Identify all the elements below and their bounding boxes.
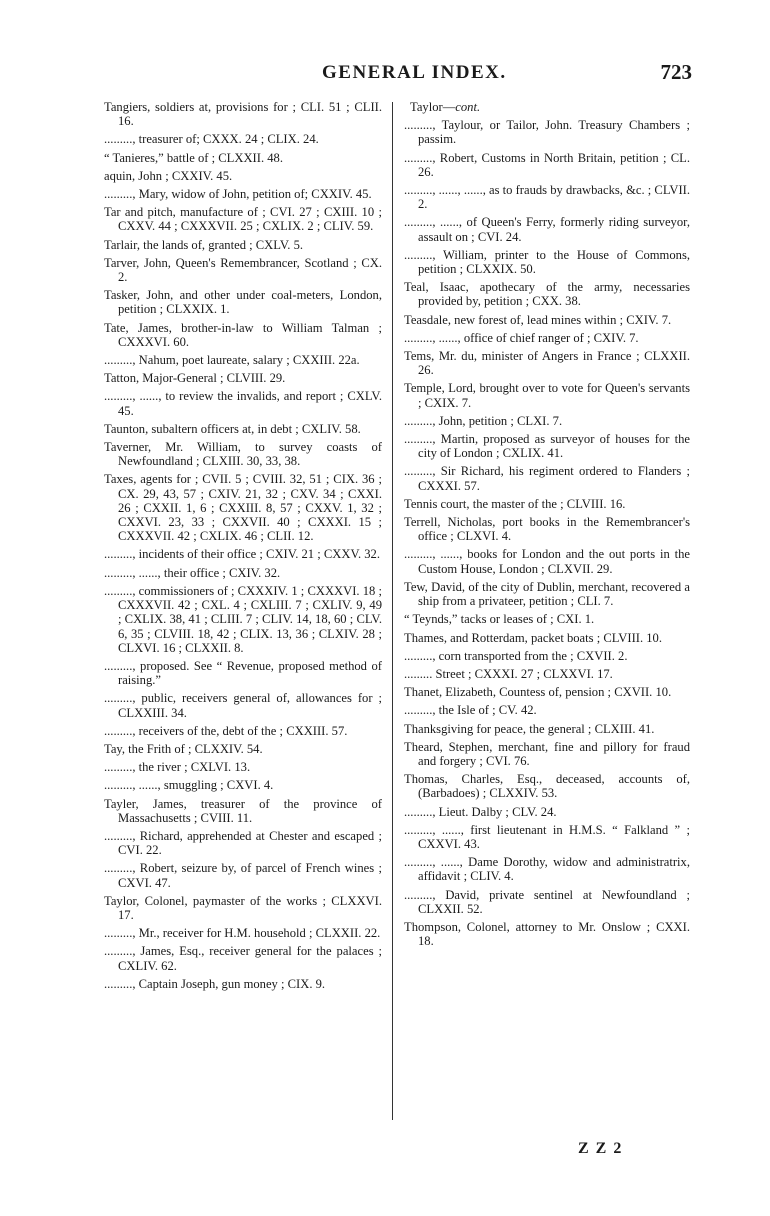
index-entry: Thanksgiving for peace, the general ; CLXIII. 41. — [404, 721, 655, 736]
index-entry: ........., Lieut. Dalby ; CLV. 24. — [404, 804, 557, 819]
right-index-column — [404, 100, 690, 952]
index-entry: Theard, Stephen, merchant, fine and pillory for fraud and forgery ; CVI. 76. — [404, 739, 690, 768]
index-entry: ........., Sir Richard, his regiment ordered to Flanders ; CXXXI. 57. — [404, 464, 690, 493]
index-entry: ........., James, Esq., receiver general for the palaces ; CXLIV. 62. — [104, 944, 382, 973]
signature-mark: ZZ2 — [578, 1140, 629, 1157]
index-entry: ........., ......, Dame Dorothy, widow and administratrix, affidavit ; CLIV. 4. — [404, 855, 690, 884]
index-entry: ........., Taylour, or Tailor, John. Treasury Chambers ; passim. — [404, 118, 690, 147]
index-entry: ........., William, printer to the House of Commons, petition ; CLXXIX. 50. — [404, 247, 690, 277]
index-entry: ........., ......, first lieutenant in H.M.S. “ Falkland ” ; CXXVI. 43. — [404, 822, 690, 851]
index-entry: Taylor, Colonel, paymaster of the works ; CLXXVI. 17. — [104, 893, 382, 922]
page-number: 723 — [660, 60, 692, 84]
index-entry: ........., Mary, widow of John, petition of; CXXIV. 45. — [104, 187, 372, 202]
index-entry: ........., ......, of Queen's Ferry, formerly riding surveyor, assault on ; CVI. 24. — [404, 215, 690, 244]
index-entry: ........., proposed. See “ Revenue, proposed method of raising.” — [104, 658, 382, 688]
index-entry: ........., Richard, apprehended at Chester and escaped ; CVI. 22. — [104, 828, 382, 858]
index-entry: Thanet, Elizabeth, Countess of, pension ; CXVII. 10. — [404, 685, 672, 700]
index-entry: Tennis court, the master of the ; CLVIII. 16. — [404, 496, 626, 511]
index-entry: Tarlair, the lands of, granted ; CXLV. 5. — [104, 237, 304, 252]
index-entry: ........., Robert, seizure by, of parcel of French wines ; CXVI. 47. — [104, 861, 382, 890]
index-entry: Tar and pitch, manufacture of ; CVI. 27 ; CXIII. 10 ; CXXV. 44 ; CXXXVII. 25 ; CXLIX. 2 ; CLIV. 59. — [104, 205, 382, 234]
index-entry: Taverner, Mr. William, to survey coasts of Newfoundland ; CLXIII. 30, 33, 38. — [104, 440, 382, 469]
index-entry: ........., public, receivers general of, allowances for ; CLXXIII. 34. — [104, 691, 382, 720]
index-entry: ......... Street ; CXXXI. 27 ; CLXXVI. 17. — [404, 666, 613, 681]
page-header — [0, 62, 770, 92]
index-entry: Temple, Lord, brought over to vote for Queen's servants ; CXIX. 7. — [404, 381, 690, 410]
index-entry: Teal, Isaac, apothecary of the army, necessaries provided by, petition ; CXX. 38. — [404, 280, 690, 309]
index-entry: ........., Captain Joseph, gun money ; CIX. 9. — [104, 976, 326, 991]
index-entry: ........., Mr., receiver for H.M. household ; CLXXII. 22. — [104, 926, 381, 941]
index-entry: ........., commissioners of ; CXXXIV. 1 ; CXXXVI. 18 ; CXXXVII. 42 ; CXL. 4 ; CXLIII. 7 ; CXLIV. 9, 49 ; CXLIX. 38, 41 ; CLIII. 7 ; CLIV. 14, 18, 60 ; CLV. 6, 35 ; CLVIII. 18, 42 ; CLIX. 13, 36 ; CLXIV. 28 ; CLXVI. 16 ; CLXXII. 8. — [104, 583, 382, 655]
index-entry: ........., treasurer of; CXXX. 24 ; CLIX. 24. — [104, 132, 319, 147]
index-entry: Tems, Mr. du, minister of Angers in France ; CLXXII. 26. — [404, 349, 690, 378]
continuation-suffix: cont. — [455, 100, 481, 114]
index-entry: Tangiers, soldiers at, provisions for ; CLI. 51 ; CLII. 16. — [104, 100, 382, 129]
index-entry: ........., ......, office of chief ranger of ; CXIV. 7. — [404, 330, 639, 345]
index-entry: ........., receivers of the, debt of the ; CXXIII. 57. — [104, 723, 348, 738]
index-entry: Tew, David, of the city of Dublin, merchant, recovered a ship from a privateer, petition ; CLI. 7. — [404, 579, 690, 609]
index-entry: ........., Robert, Customs in North Britain, petition ; CL. 26. — [404, 150, 690, 179]
index-entry: ........., John, petition ; CLXI. 7. — [404, 413, 563, 428]
index-entry: ........., the Isle of ; CV. 42. — [404, 703, 537, 718]
index-entry: “ Teynds,” tacks or leases of ; CXI. 1. — [404, 612, 595, 627]
index-entry: “ Tanieres,” battle of ; CLXXII. 48. — [104, 150, 283, 165]
index-entry: Thomas, Charles, Esq., deceased, accounts of, (Barbadoes) ; CLXXIV. 53. — [404, 772, 690, 801]
running-title: GENERAL INDEX. — [322, 62, 507, 83]
index-entry: ........., ......, ......, as to frauds by drawbacks, &c. ; CLVII. 2. — [404, 183, 690, 212]
index-entry: Thompson, Colonel, attorney to Mr. Onslow ; CXXI. 18. — [404, 919, 690, 949]
index-entry: Taunton, subaltern officers at, in debt ; CXLIV. 58. — [104, 421, 361, 436]
index-entry: Tarver, John, Queen's Remembrancer, Scotland ; CX. 2. — [104, 255, 382, 285]
index-entry: ........., ......, to review the invalids, and report ; CXLV. 45. — [104, 389, 382, 418]
index-entry: Tay, the Frith of ; CLXXIV. 54. — [104, 741, 263, 756]
index-entry: Tasker, John, and other under coal-meters, London, petition ; CLXXIX. 1. — [104, 288, 382, 317]
index-entry: Teasdale, new forest of, lead mines within ; CXIV. 7. — [404, 312, 672, 327]
index-entry: Tayler, James, treasurer of the province of Massachusetts ; CVIII. 11. — [104, 796, 382, 825]
left-index-column — [104, 100, 382, 995]
index-entry: aquin, John ; CXXIV. 45. — [104, 168, 233, 183]
index-entry: ........., ......, books for London and the out ports in the Custom House, London ; CLXVII. 29. — [404, 547, 690, 576]
column-divider — [392, 102, 393, 1120]
continuation-heading — [404, 100, 690, 114]
index-entry: ........., Martin, proposed as surveyor of houses for the city of London ; CXLIX. 41. — [404, 432, 690, 461]
index-entry: Tate, James, brother-in-law to William Talman ; CXXXVI. 60. — [104, 320, 382, 349]
index-entry: Thames, and Rotterdam, packet boats ; CLVIII. 10. — [404, 630, 662, 645]
index-entry: ........., ......, their office ; CXIV. 32. — [104, 565, 281, 580]
index-entry: ........., corn transported from the ; CXVII. 2. — [404, 648, 628, 663]
index-entry: ........., the river ; CXLVI. 13. — [104, 760, 251, 775]
index-entry: ........., ......, smuggling ; CXVI. 4. — [104, 778, 274, 793]
continuation-heading-text: Taylor— — [410, 100, 456, 114]
index-entry: ........., Nahum, poet laureate, salary ; CXXIII. 22a. — [104, 353, 360, 368]
index-entry: Taxes, agents for ; CVII. 5 ; CVIII. 32, 51 ; CIX. 36 ; CX. 29, 43, 57 ; CXIV. 21, 32 ; CXV. 34 ; CXXI. 26 ; CXXII. 1, 6 ; CXXIII. 8, 57 ; CXXV. 1, 32 ; CXXVI. 23, 33 ; CXXVII. 40 ; CXXXI. 15 ; CXXXVII. 42 ; CXLIX. 46 ; CLII. 12. — [104, 472, 382, 544]
index-entry: ........., David, private sentinel at Newfoundland ; CLXXII. 52. — [404, 887, 690, 916]
index-entry: Terrell, Nicholas, port books in the Remembrancer's office ; CLXVI. 4. — [404, 515, 690, 544]
index-entry: ........., incidents of their office ; CXIV. 21 ; CXXV. 32. — [104, 547, 380, 562]
index-entry: Tatton, Major-General ; CLVIII. 29. — [104, 371, 286, 386]
